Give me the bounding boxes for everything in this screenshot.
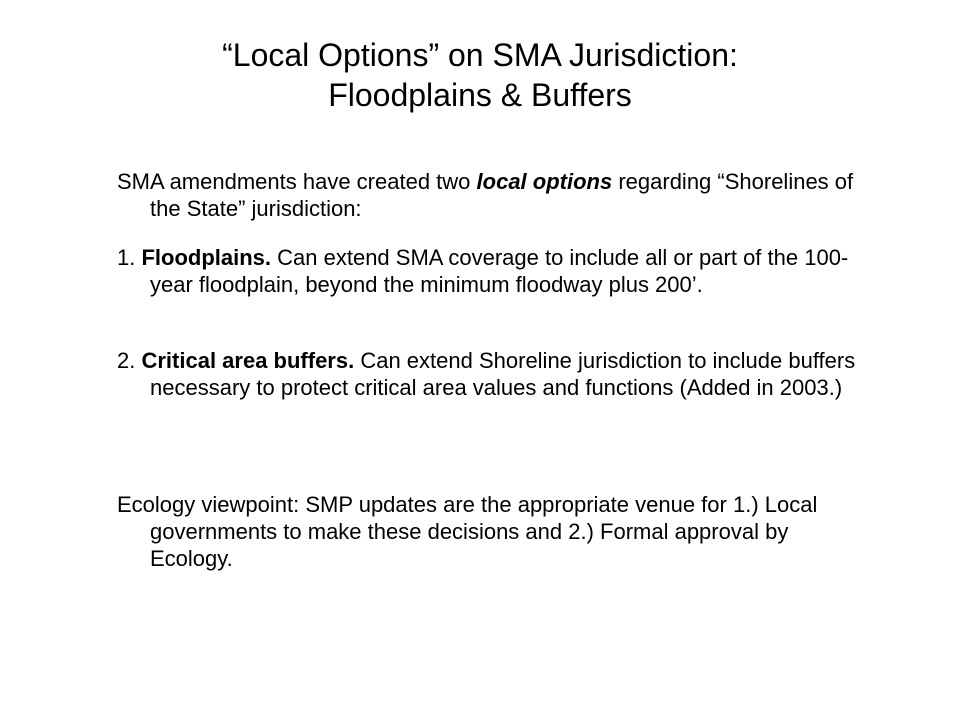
- list-item-number: 2.: [117, 348, 142, 373]
- intro-paragraph: [117, 168, 870, 222]
- list-item-heading: Floodplains.: [141, 245, 272, 270]
- list-item-text: Can extend SMA coverage to include all or part of the 100-year floodplain, beyond the minimum floodway plus 200’.: [150, 245, 849, 297]
- slide-title: [80, 35, 880, 115]
- list-item-number: 1.: [117, 245, 142, 270]
- title-line-1: “Local Options” on SMA Jurisdiction:: [222, 37, 738, 73]
- list-item-floodplains: [117, 244, 870, 298]
- list-item-critical-area-buffers: [117, 347, 870, 401]
- ecology-viewpoint-paragraph: Ecology viewpoint: SMP updates are the appropriate venue for 1.) Local governments to make these decisions and 2.) Formal approval by Ecology.: [117, 492, 818, 571]
- list-item-text: Can extend Shoreline jurisdiction to include buffers necessary to protect critical area values and functions (Added in 2003.): [150, 348, 856, 400]
- intro-emphasis: local options: [476, 169, 613, 194]
- intro-text-start: SMA amendments have created two: [117, 169, 477, 194]
- list-item-heading: Critical area buffers.: [141, 348, 355, 373]
- title-line-2: Floodplains & Buffers: [328, 77, 632, 113]
- intro-text-end: regarding “Shorelines of the State” jurisdiction:: [150, 169, 854, 221]
